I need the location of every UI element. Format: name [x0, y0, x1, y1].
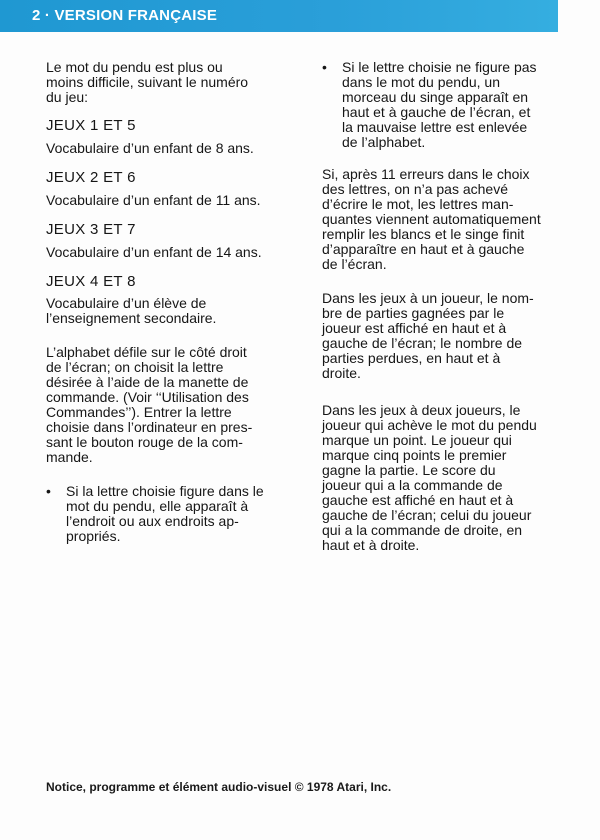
level-text-2: Vocabulaire d’un enfant de 11 ans. — [46, 192, 261, 208]
bullet-text-wrong-letter: Si le lettre choisie ne figure pas dans le mot du pendu, un morceau du singe apparaît en haut et à gauche de l’écran, et la mauvaise lettre est enlevée de l’alphabet. — [342, 59, 537, 150]
section-title: 2 · VERSION FRANÇAISE — [32, 7, 218, 24]
left-column — [46, 60, 296, 544]
bullet-icon: • — [46, 483, 51, 499]
level-text-4: Vocabulaire d’un élève de l’enseignement secondaire. — [46, 295, 217, 326]
section-header-bar — [0, 0, 558, 32]
bullet-icon: • — [322, 59, 327, 75]
bullet-text-correct-letter: Si la lettre choisie figure dans le mot du pendu, elle apparaît à l’endroit ou aux endroits ap- propriés. — [66, 483, 264, 544]
level-text-1: Vocabulaire d’un enfant de 8 ans. — [46, 140, 254, 156]
two-player-paragraph: Dans les jeux à deux joueurs, le joueur qui achève le mot du pendu marque un point. Le joueur qui marque cinq points le premier gagne la partie. Le score du joueur qui a la commande de gauche est affiché en haut et à gauche de l’écran; celui du joueur qui a la commande de droite, en haut et à droite. — [322, 402, 537, 553]
bullet-item-wrong-letter — [322, 60, 570, 150]
right-column — [322, 60, 570, 553]
level-heading-2: JEUX 2 ET 6 — [46, 169, 136, 186]
level-heading-1: JEUX 1 ET 5 — [46, 117, 136, 134]
alphabet-paragraph: L’alphabet défile sur le côté droit de l’écran; on choisit la lettre désirée à l’aide de la manette de commande. (Voir ‘‘Utilisation des Commandes’’). Entrer la lettre choisie dans l’ordinateur en pres- sant le bouton rouge de la com- mande. — [46, 344, 253, 465]
bullet-item-correct-letter — [46, 484, 296, 544]
intro-paragraph: Le mot du pendu est plus ou moins difficile, suivant le numéro du jeu: — [46, 59, 249, 105]
level-heading-3: JEUX 3 ET 7 — [46, 221, 136, 238]
level-heading-4: JEUX 4 ET 8 — [46, 273, 136, 290]
copyright-footer: Notice, programme et élément audio-visuel © 1978 Atari, Inc. — [46, 780, 392, 794]
level-text-3: Vocabulaire d’un enfant de 14 ans. — [46, 244, 262, 260]
errors-paragraph: Si, après 11 erreurs dans le choix des lettres, on n’a pas achevé d’écrire le mot, les lettres man- quantes viennent automatiquement remplir les blancs et le singe finit d’apparaître en haut et à gauche de l’écran. — [322, 166, 541, 272]
one-player-paragraph: Dans les jeux à un joueur, le nom- bre de parties gagnées par le joueur est affiché en haut et à gauche de l’écran; le nombre de parties perdues, en haut et à droite. — [322, 290, 534, 381]
